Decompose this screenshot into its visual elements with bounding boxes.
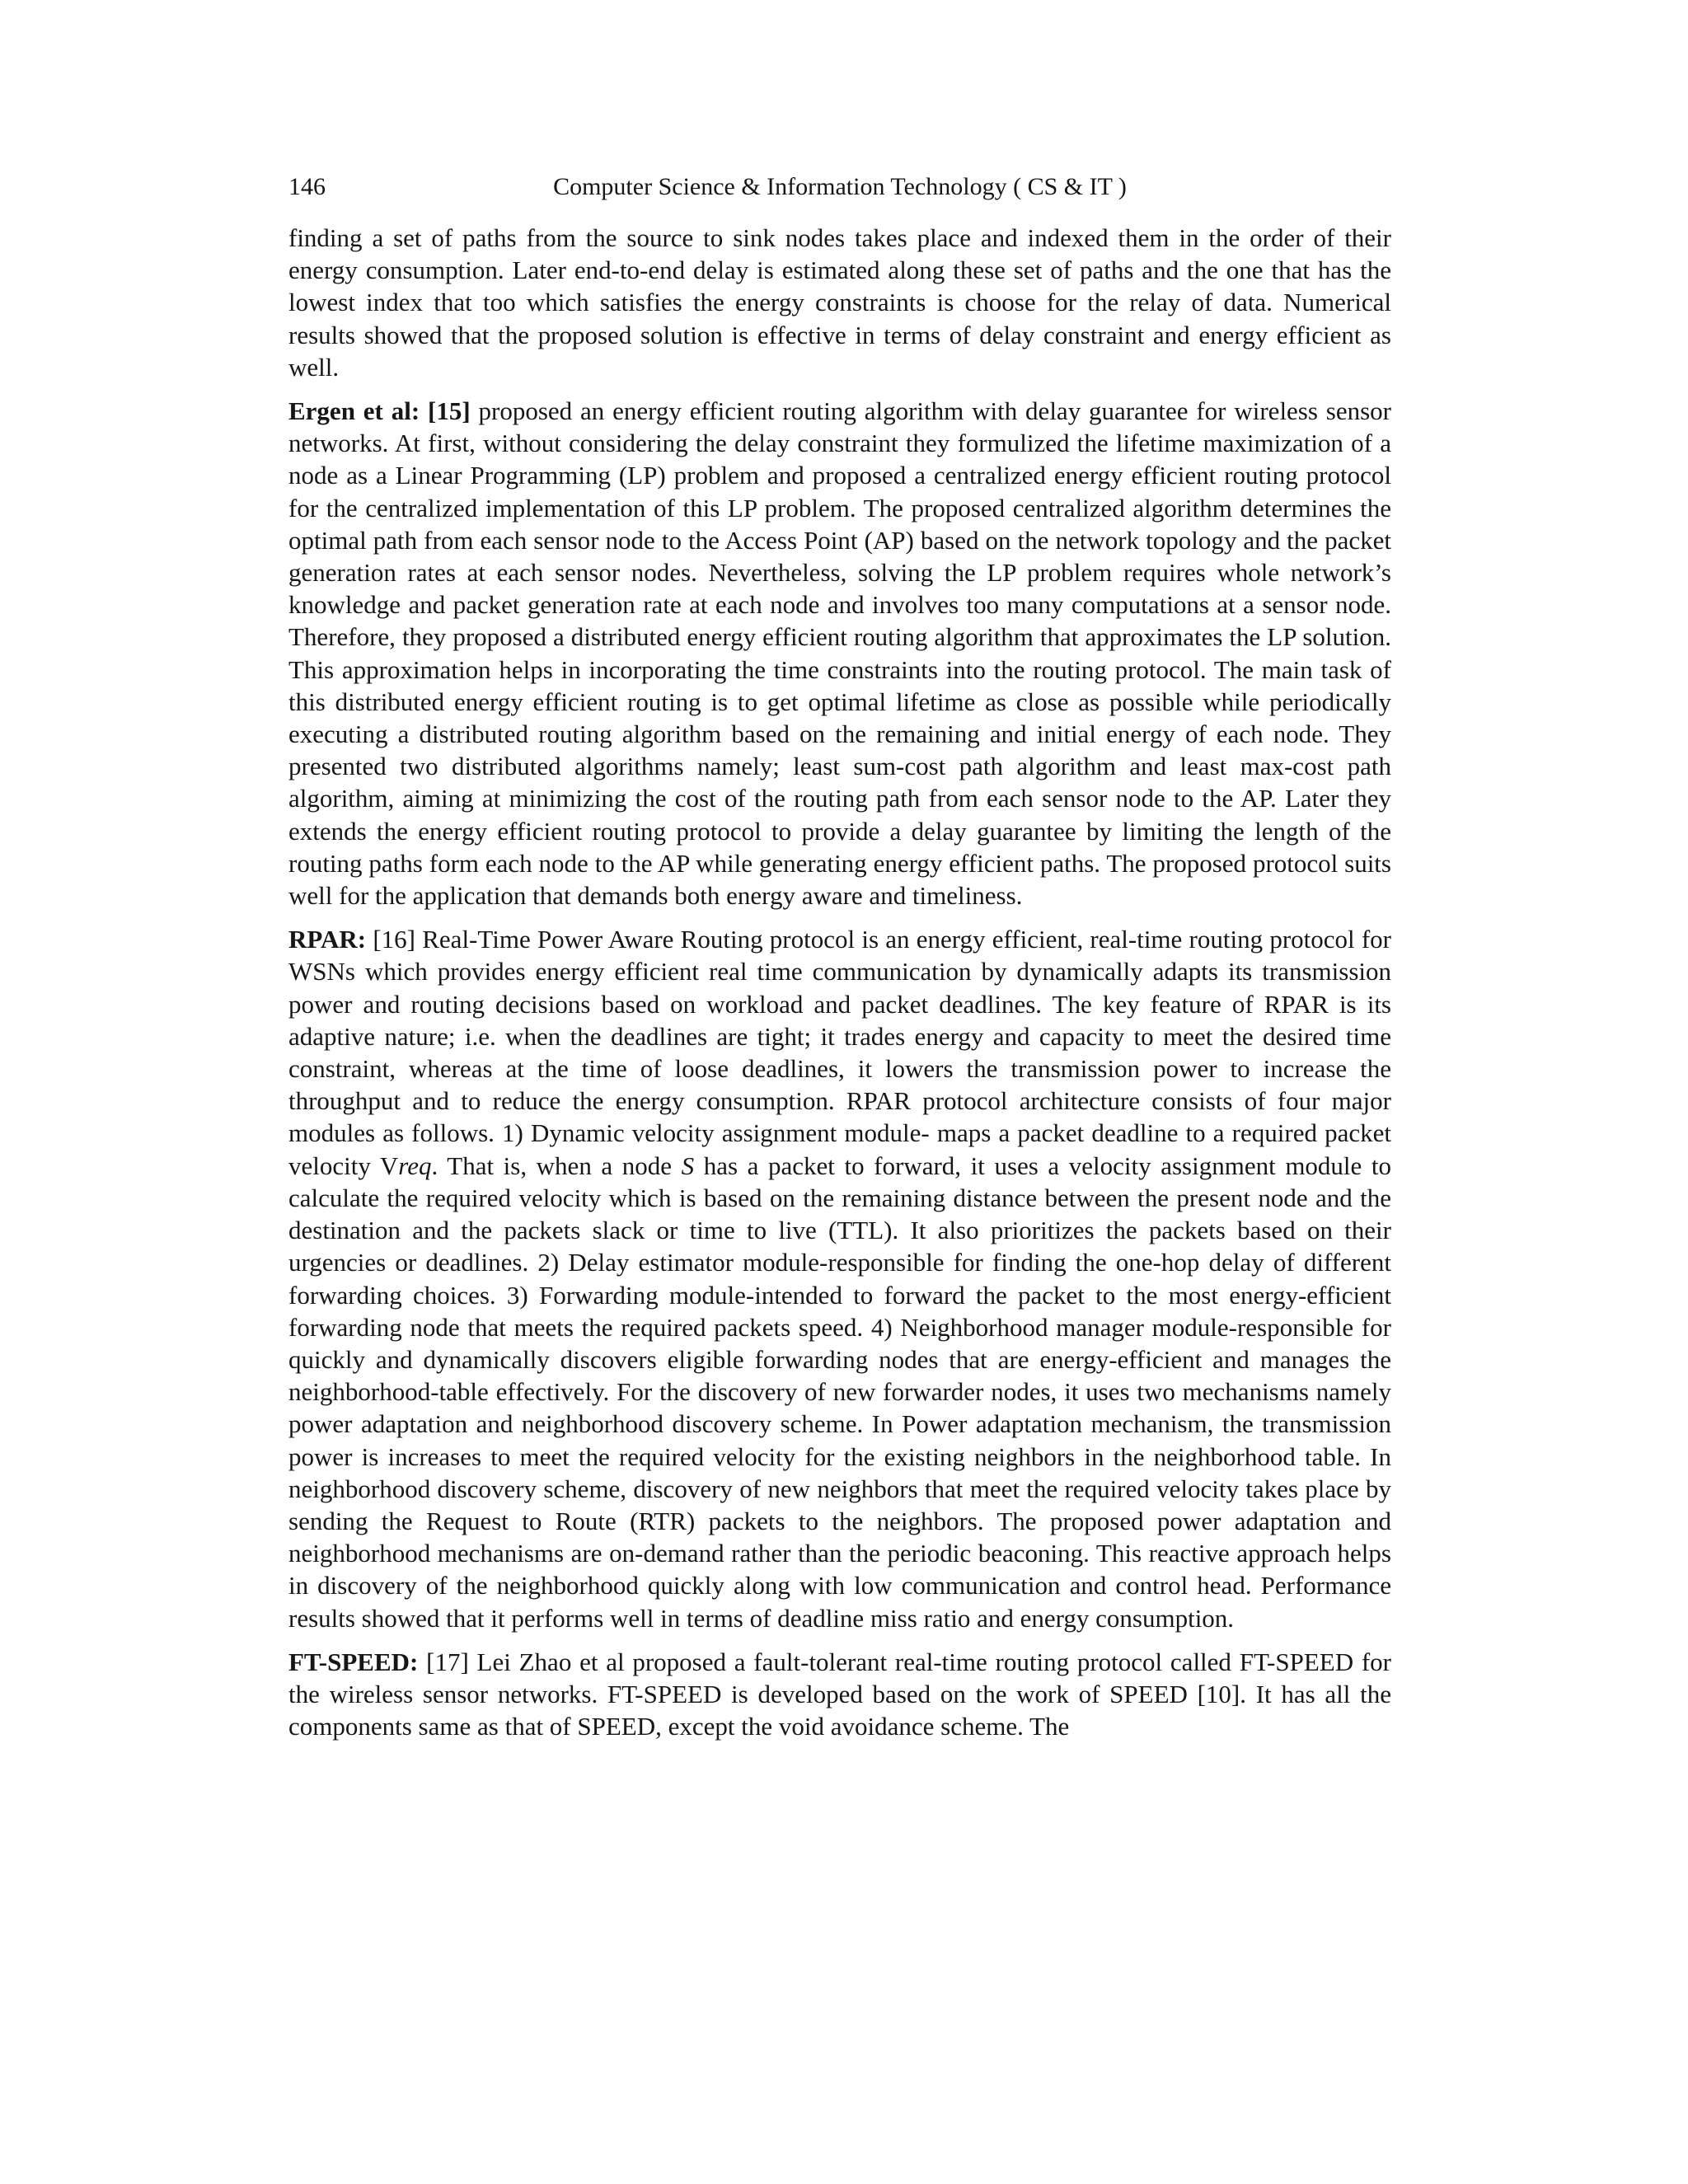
paragraph-text: proposed an energy efficient routing algorithm with delay guarantee for wireless sensor networks. At first, without considering the delay constraint they formulized the lifetime maximization of a node as a Linear Programming (LP) problem and proposed a centralized energy efficient routing protocol for the centralized implementation of this LP problem. The proposed centralized algorithm determines the optimal path from each sensor node to the Access Point (AP) based on the network topology and the packet generation rates at each sensor nodes. Nevertheless, solving the LP problem requires whole network’s knowledge and packet generation rate at each node and involves too many computations at a sensor node. Therefore, they proposed a distributed energy efficient routing algorithm that approximates the LP solution. This approximation helps in incorporating the time constraints into the routing protocol. The main task of this distributed energy efficient routing is to get optimal lifetime as close as possible while periodically executing a distributed routing algorithm based on the remaining and initial energy of each node. They presented two distributed algorithms namely; least sum-cost path algorithm and least max-cost path algorithm, aiming at minimizing the cost of the routing path from each sensor node to the AP. Later they extends the energy efficient routing protocol to provide a delay guarantee by limiting the length of the routing paths form each node to the AP while generating energy efficient paths. The proposed protocol suits well for the application that demands both energy aware and timeliness. <box>288 396 1391 911</box>
paragraph-text: finding a set of paths from the source to sink nodes takes place and indexed them in the order of their energy consumption. Later end-to-end delay is estimated along these set of paths and the one that has the lowest index that too which satisfies the energy constraints is choose for the relay of data. Numerical results showed that the proposed solution is effective in terms of delay constraint and energy efficient as well. <box>288 223 1391 382</box>
paragraph-ergen <box>288 395 1391 912</box>
paragraph-text: Real-Time Power Aware Routing protocol is an energy efficient, real-time routing protocol for WSNs which provides energy efficient real time communication by dynamically adapts its transmission power and routing decisions based on workload and packet deadlines. The key feature of RPAR is its adaptive nature; i.e. when the deadlines are tight; it trades energy and capacity to meet the desired time constraint, whereas at the time of loose deadlines, it lowers the transmission power to increase the throughput and to reduce the energy consumption. RPAR protocol architecture consists of four major modules as follows. 1) Dynamic velocity assignment module- maps a packet deadline to a required packet velocity V <box>288 925 1392 1180</box>
document-page <box>288 169 1391 1754</box>
paragraph-text: . That is, when a node <box>431 1151 673 1180</box>
running-header <box>288 169 1391 205</box>
paragraph-continuation <box>288 222 1391 383</box>
italic-req: req <box>398 1151 432 1180</box>
paragraph-rpar <box>288 923 1391 1633</box>
paragraph-text: has a packet to forward, it uses a velocity assignment module to calculate the required velocity which is based on the remaining distance between the present node and the destination and the packets slack or time to live (TTL). It also prioritizes the packets based on their urgencies or deadlines. 2) Delay estimator module-responsible for finding the one-hop delay of different forwarding choices. 3) Forwarding module-intended to forward the packet to the most energy-efficient forwarding node that meets the required packets speed. 4) Neighborhood manager module-responsible for quickly and dynamically discovers eligible forwarding nodes that are energy-efficient and manages the neighborhood-table effectively. For the discovery of new forwarder nodes, it uses two mechanisms namely power adaptation and neighborhood discovery scheme. In Power adaptation mechanism, the transmission power is increases to meet the required velocity for the existing neighbors in the neighborhood table. In neighborhood discovery scheme, discovery of new neighbors that meet the required velocity takes place by sending the Request to Route (RTR) packets to the neighbors. The proposed power adaptation and neighborhood mechanisms are on-demand rather than the periodic beaconing. This reactive approach helps in discovery of the neighborhood quickly along with low communication and control head. Performance results showed that it performs well in terms of deadline miss ratio and energy consumption. <box>288 1151 1392 1633</box>
page-number: 146 <box>288 173 326 200</box>
citation-ref: [15] <box>428 396 471 426</box>
journal-title: Computer Science & Information Technology ( CS & IT ) <box>553 173 1127 200</box>
citation-ref: [16] <box>373 925 416 954</box>
paragraph-lead-in: FT-SPEED: <box>288 1647 419 1676</box>
body-text <box>288 222 1391 1742</box>
paragraph-lead-in: RPAR: <box>288 925 367 954</box>
paragraph-ft-speed <box>288 1646 1391 1743</box>
paragraph-text: [17] Lei Zhao et al proposed a fault-tolerant real-time routing protocol called FT-SPEED for the wireless sensor networks. FT-SPEED is developed based on the work of SPEED [10]. It has all the components same as that of SPEED, except the void avoidance scheme. The <box>288 1647 1392 1741</box>
paragraph-lead-in: Ergen et al: <box>288 396 420 426</box>
italic-node-s: S <box>681 1151 695 1180</box>
